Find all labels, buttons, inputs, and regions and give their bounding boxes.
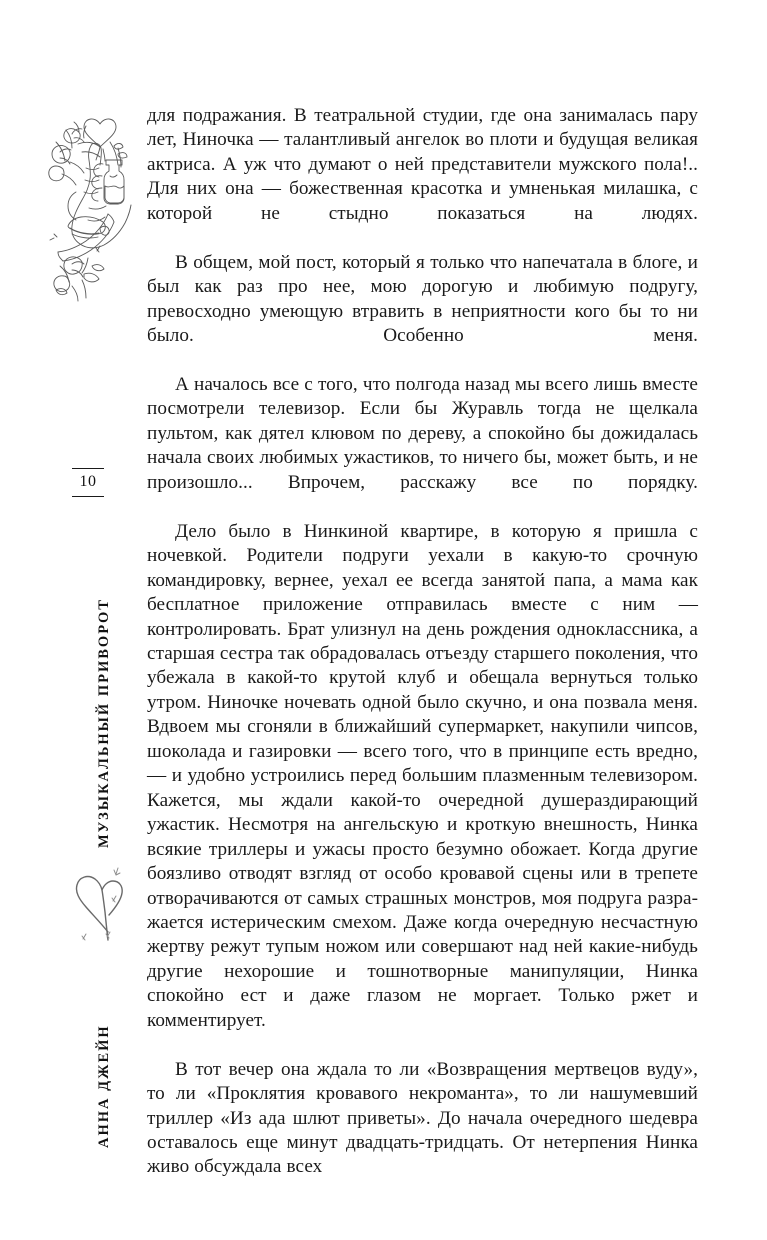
page-number-folio [72,468,104,497]
hand-holding-potion-illustration [48,108,146,304]
running-title-vertical: МУЗЫКАЛЬНЫЙ ПРИВОРОТ [96,598,112,848]
heart-outline-ornament [62,862,130,966]
paragraph: Дело было в Нинкиной квартире, в которую я пришла с ночевкой. Родители подруги уехали в какую-то срочную командировку, вернее, уехал ее всегда занятой папа, а мама как бесплатное приложение отправилась вместе с ним — контролировать. Брат улизнул на день рождения одноклассника, а старшая сестра так обрадовалась отъезду старшего поколения, что убежала в какой-то крутой клуб и обещала вернуться только утром. Ниночке ночевать одной было скучно, и она позвала меня. Вдвоем мы сгоняли в ближайший супермаркет, накупили чипсов, шоколада и газировки — всего того, что в принципе есть вредно, — и удобно устроились перед большим плазменным телевизором. Кажется, мы ждали какой-то очередной душераздирающий ужастик. Несмотря на ангельскую и кроткую внешность, Нинка всякие триллеры и ужасы просто безумно обожает. Когда другие боязливо отводят взгляд от особо кровавой сцены или в трепете отворачиваются от самых страшных монстров, моя подруга разражается истерическим смехом. Даже когда очередную несчастную жертву режут тупым ножом или совершают над ней какие-нибудь другие нехорошие и тошнотворные манипуляции, Нинка спокойно ест и даже глазом не моргает. Только ржет и комментирует. [147,520,698,1031]
paragraph: А началось все с того, что полгода назад мы всего лишь вместе посмотрели телевизор. Если бы Журавль тогда не щелкала пультом, как дятел клювом по дереву, а спокойно бы дожидалась начала своих любимых ужастиков, то ничего бы, может быть, и не произошло... Впрочем, расскажу все по порядку. [147,373,698,493]
body-text-column [147,104,698,1180]
running-author-vertical: АННА ДЖЕЙН [96,1024,112,1148]
page-number: 10 [79,473,97,491]
paragraph: В общем, мой пост, который я только что напечатала в блоге, и был как раз про нее, мою дорогую и любимую подругу, превосходно умеющую втравить в неприятности кого бы то ни было. Особенно меня. [147,251,698,347]
folio-rule-bottom [72,496,104,497]
paragraph: для подражания. В театральной студии, где она занималась пару лет, Ниночка — талантливый ангелок во плоти и будущая великая актриса. А уж что думают о ней представители мужского пола!.. Для них она — божественная красотка и умненькая милашка, с которой не стыдно показаться на людях. [147,105,698,224]
paragraph: В тот вечер она ждала то ли «Возвращения мертвецов вуду», то ли «Проклятия кровавого некроманта», то ли нашумевший триллер «Из ада шлют приветы». До начала очередного шедевра оставалось еще минут двадцать-тридцать. От нетерпения Нинка живо обсуждала всех [147,1058,698,1178]
left-margin-column [0,0,147,1240]
